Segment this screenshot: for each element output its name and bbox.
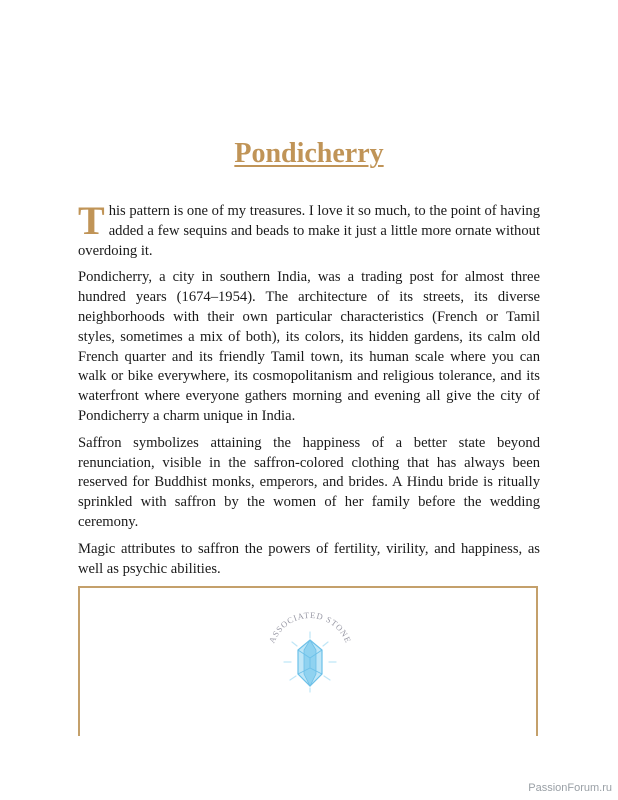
page-title: Pondicherry: [234, 138, 384, 169]
logo-text-path: ASSOCIATED STONE: [266, 612, 354, 645]
associated-stone-logo: [262, 612, 358, 694]
article-body: [78, 198, 540, 586]
paragraph-4: Magic attributes to saffron the powers of fertility, virility, and happiness, as well as psychic abilities.: [78, 540, 540, 577]
paragraph-1: [78, 198, 540, 261]
paragraph-2: Pondicherry, a city in southern India, was a trading post for almost three hundred years (1674–1954). The architecture of its streets, its diverse neighborhoods with their own particular characteristics (French or Tamil styles, sometimes a mix of both), its colors, its hidden gardens, its calm old French quarter and its friendly Tamil town, its human scale where you can walk or bike everywhere, its cosmopolitanism and religious tolerance, and its waterfront where everyone gathers morning and evening all give the city of Pondicherry a charm unique in India.: [78, 269, 540, 424]
paragraph-3: Saffron symbolizes attaining the happiness of a better state beyond renunciation, visible in the saffron-colored clothing that has always been reserved for Buddhist monks, emperors, and brides. A Hindu bride is ritually sprinkled with saffron by the women of her family before the wedding ceremony.: [78, 434, 540, 530]
crystal-icon: [298, 640, 322, 686]
watermark: PassionForum.ru: [528, 782, 612, 794]
paragraph-1-text: his pattern is one of my treasures. I love it so much, to the point of having added a few sequins and beads to make it just a little more ornate without overdoing it.: [78, 203, 540, 259]
drop-cap: T: [78, 198, 105, 243]
